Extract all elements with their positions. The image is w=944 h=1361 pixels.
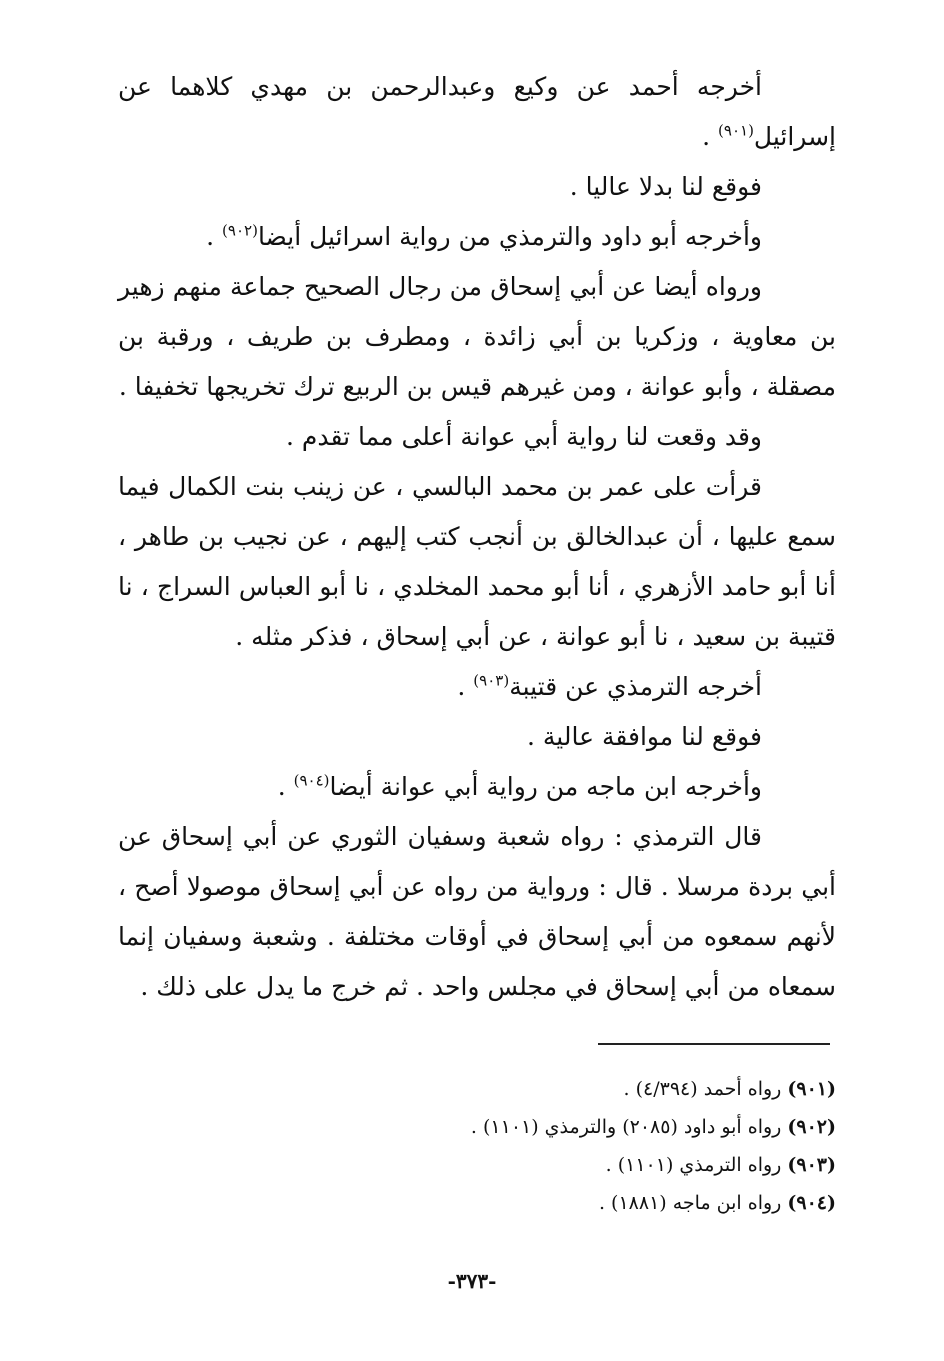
paragraph-text: أخرجه الترمذي عن قتيبة — [509, 672, 762, 701]
paragraph — [118, 762, 836, 812]
paragraph — [118, 412, 836, 462]
footnote-marker: (٩٠١) — [718, 121, 754, 140]
paragraph — [118, 462, 836, 662]
paragraph-text: فوقع لنا موافقة عالية . — [527, 722, 762, 751]
paragraph-text: قرأت على عمر بن محمد البالسي ، عن زينب بنت الكمال فيما سمع عليها ، أن عبدالخالق بن أنجب كتب إليهم ، عن نجيب بن طاهر ، أنا أبو حامد الأزهري ، أنا أبو محمد المخلدي ، نا أبو العباس السراج ، نا قتيبة بن سعيد ، نا أبو عوانة ، عن أبي إسحاق ، فذكر مثله . — [118, 472, 836, 651]
footnote-marker: (٩٠٤) — [293, 771, 330, 790]
paragraph — [118, 62, 836, 162]
footnote-number: (٩٠٣) — [787, 1154, 836, 1176]
paragraph-text: وأخرجه أبو داود والترمذي من رواية اسرائيل أيضا — [257, 222, 762, 251]
footnote-number: (٩٠٢) — [787, 1116, 836, 1138]
paragraph — [118, 662, 836, 712]
footnotes — [118, 1070, 836, 1222]
paragraph-end: . — [702, 122, 719, 151]
footnote-text: رواه ابن ماجه (١٨٨١) . — [598, 1192, 782, 1214]
paragraph-text: أخرجه أحمد عن وكيع وعبدالرحمن بن مهدي كلاهما عن إسرائيل — [118, 72, 836, 151]
paragraph-text: وأخرجه ابن ماجه من رواية أبي عوانة أيضا — [329, 772, 762, 801]
paragraph-text: ورواه أيضا عن أبي إسحاق من رجال الصحيح جماعة منهم زهير بن معاوية ، وزكريا بن أبي زائدة ، ومطرف بن طريف ، ورقبة بن مصقلة ، وأبو عوانة ، ومن غيرهم قيس بن الربيع ترك تخريجها تخفيفا . — [118, 272, 836, 401]
paragraph-end: . — [206, 222, 223, 251]
paragraph — [118, 162, 836, 212]
paragraph — [118, 812, 836, 1012]
footnote — [118, 1108, 836, 1146]
paragraph — [118, 712, 836, 762]
paragraph-end: . — [277, 772, 294, 801]
paragraph-text: قال الترمذي : رواه شعبة وسفيان الثوري عن أبي إسحاق عن أبي بردة مرسلا . قال : ورواية من رواه عن أبي إسحاق موصولا أصح ، لأنهم سمعوه من أبي إسحاق في أوقات مختلفة . وشعبة وسفيان إنما سمعاه من أبي إسحاق في مجلس واحد . ثم خرج ما يدل على ذلك . — [118, 822, 836, 1001]
paragraph — [118, 262, 836, 412]
main-text — [118, 62, 836, 1012]
footnote-marker: (٩٠٢) — [222, 221, 258, 240]
footnote — [118, 1184, 836, 1222]
paragraph-text: فوقع لنا بدلا عاليا . — [569, 172, 762, 201]
footnote-text: رواه الترمذي (١١٠١) . — [605, 1154, 782, 1176]
footnote-text: رواه أحمد (٤/٣٩٤) . — [623, 1078, 782, 1100]
footnote — [118, 1070, 836, 1108]
paragraph — [118, 212, 836, 262]
footnote-number: (٩٠١) — [787, 1078, 836, 1100]
footnote — [118, 1146, 836, 1184]
footnote-text: رواه أبو داود (٢٠٨٥) والترمذي (١١٠١) . — [470, 1116, 782, 1138]
paragraph-text: وقد وقعت لنا رواية أبي عوانة أعلى مما تقدم . — [285, 422, 762, 451]
footnote-number: (٩٠٤) — [787, 1192, 836, 1214]
footnote-separator — [598, 1043, 830, 1045]
footnote-marker: (٩٠٣) — [473, 671, 510, 690]
page-number: -٣٧٣- — [447, 1269, 497, 1293]
paragraph-end: . — [457, 672, 474, 701]
